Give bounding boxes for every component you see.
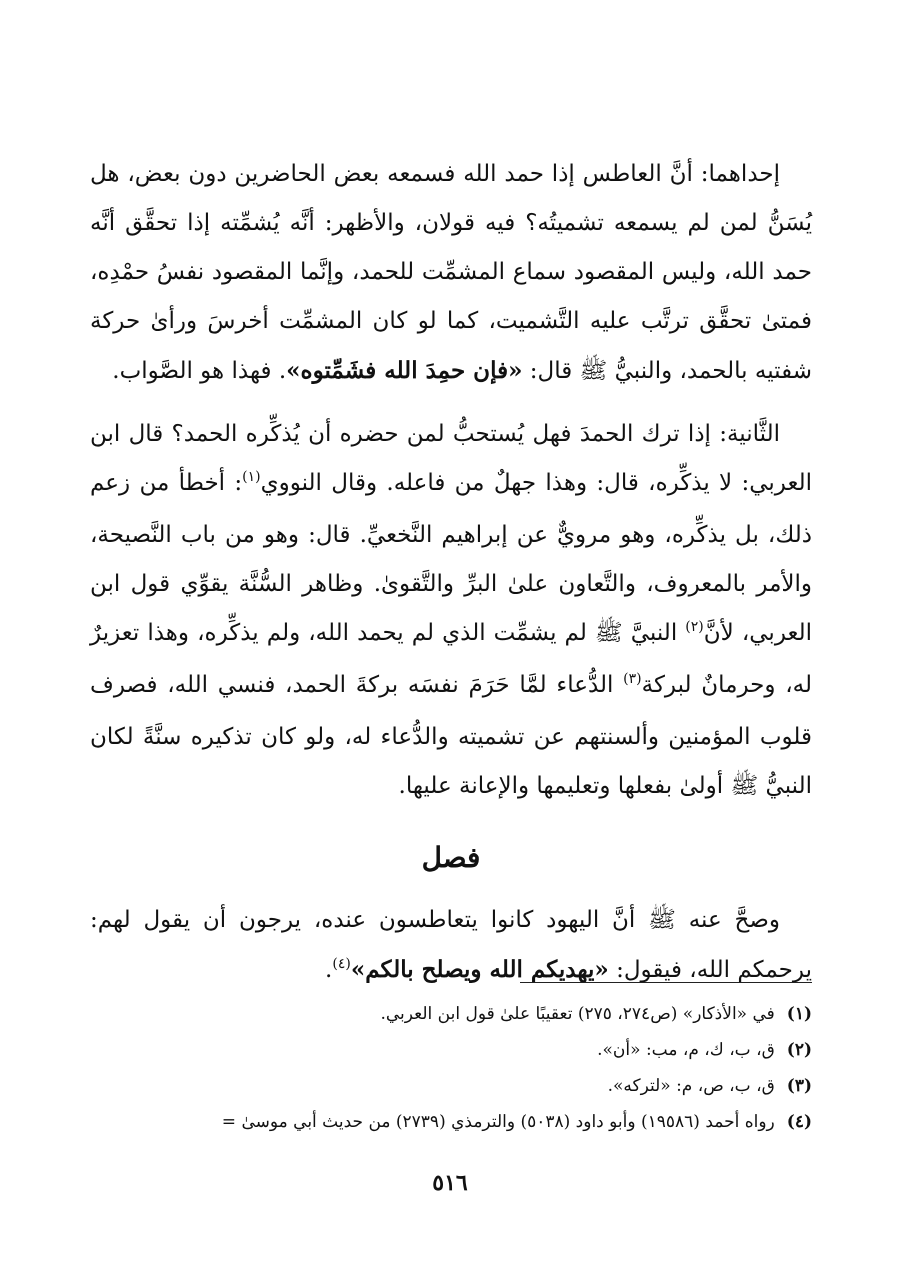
footnote-ref-3[interactable]: (٣) bbox=[623, 671, 642, 687]
footnote-4 bbox=[90, 1104, 812, 1140]
footnote-ref-4[interactable]: (٤) bbox=[332, 956, 351, 972]
page-number: ٥١٦ bbox=[432, 1170, 468, 1196]
footnote-3 bbox=[90, 1068, 812, 1104]
text-segment: . bbox=[325, 957, 333, 983]
footnote-text: ق، ب، ص، م: «لتركه». bbox=[607, 1076, 775, 1096]
footnote-text: في «الأذكار» (ص٢٧٤، ٢٧٥) تعقيبًا علىٰ قول ابن العربي. bbox=[380, 1004, 775, 1024]
paragraph-1 bbox=[90, 150, 812, 396]
section-heading: فصل bbox=[421, 841, 481, 874]
footnote-text: ق، ب، ك، م، مب: «أن». bbox=[597, 1040, 775, 1060]
footnote-number: (٢) bbox=[786, 1040, 812, 1060]
footnote-2 bbox=[90, 1032, 812, 1068]
footnote-1 bbox=[90, 996, 812, 1032]
footnote-number: (١) bbox=[786, 1004, 812, 1024]
text-segment: وصحَّ عنه ﷺ أنَّ اليهود كانوا يتعاطسون عنده، يرجون أن يقول لهم: يرحمكم الله، فيقول: bbox=[90, 907, 812, 983]
footnote-ref-2[interactable]: (٢) bbox=[685, 619, 704, 635]
text-segment: الدُّعاء لمَّا حَرَمَ نفسَه بركةَ الحمد، فنسي الله، فصرف قلوب المؤمنين وألسنتهم عن تشميته والدُّعاء له، ولو كان تذكيره سنَّةً لكان النبيُّ ﷺ أولىٰ بفعلها وتعليمها والإعانة عليها. bbox=[90, 672, 812, 799]
footnote-text: رواه أحمد (١٩٥٨٦) وأبو داود (٥٠٣٨) والترمذي (٢٧٣٩) من حديث أبي موسىٰ = bbox=[221, 1112, 775, 1132]
main-text bbox=[90, 150, 812, 998]
hadith-quote: «يهديكم الله ويصلح بالكم» bbox=[350, 956, 609, 983]
footnote-divider bbox=[520, 982, 812, 983]
text-segment: إحداهما: أنَّ العاطس إذا حمد الله فسمعه بعض الحاضرين دون بعض، هل يُسَنُّ لمن لم يسمعه تشميتُه؟ فيه قولان، والأظهر: أنَّه يُشمِّته إذا تحقَّق أنَّه حمد الله، وليس المقصود سماع المشمِّت للحمد، وإنَّما المقصود نفسُ حمْدِه، فمتىٰ تحقَّق ترتَّب عليه التَّشميت، كما لو كان المشمِّت أخرسَ ورأىٰ حركة شفتيه بالحمد، والنبيُّ ﷺ قال: bbox=[90, 161, 812, 384]
footnote-number: (٣) bbox=[786, 1076, 812, 1096]
hadith-quote: «فإن حمِدَ الله فشَمِّتوه» bbox=[286, 357, 523, 384]
text-segment: الثَّانية: إذا ترك الحمدَ فهل يُستحبُّ لمن حضره أن يُذكِّره الحمد؟ قال ابن العربي: لا يذكِّره، قال: وهذا جهلٌ من فاعله. وقال النووي bbox=[90, 421, 812, 496]
paragraph-2 bbox=[90, 410, 812, 811]
footnote-number: (٤) bbox=[786, 1112, 812, 1132]
text-segment: . فهذا هو الصَّواب. bbox=[112, 358, 287, 384]
text-segment: النبيَّ ﷺ لم يشمِّت الذي لم يحمد الله، ولم يذكِّره، وهذا تعزيرٌ له، وحرمانٌ لبركة bbox=[90, 620, 812, 698]
text-segment: : أخطأ من زعم ذلك، بل يذكِّره، وهو مرويٌّ عن إبراهيم النَّخعيِّ. قال: وهو من باب النَّصيحة، والأمر بالمعروف، والتَّعاون علىٰ البرِّ والتَّقوىٰ. وظاهر السُّنَّة يقوِّي قول ابن العربي، لأنَّ bbox=[90, 470, 813, 646]
footnote-ref-1[interactable]: (١) bbox=[242, 469, 261, 485]
footnotes-section bbox=[90, 996, 812, 1140]
